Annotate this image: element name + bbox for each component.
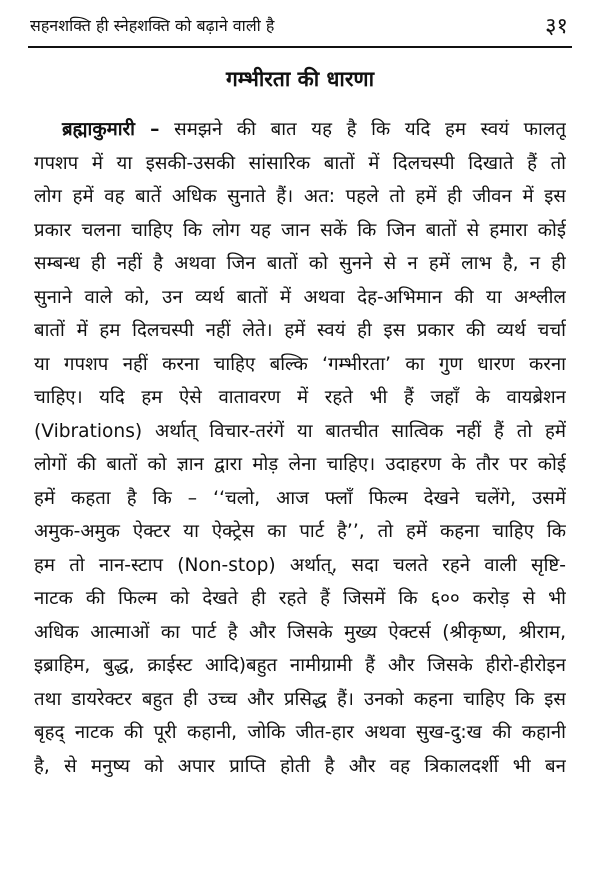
text-line: बातों में हम दिलचस्पी नहीं लेते। हमें स्वयं ही इस प्रकार की व्यर्थ चर्चा — [34, 320, 566, 341]
text-line: सम्बन्ध ही नहीं है अथवा जिन बातों को सुनने से न हमें लाभ है, न ही — [34, 253, 566, 274]
text-line: तथा डायरेक्टर बहुत ही उच्च और प्रसिद्ध हैं। उनको कहना चाहिए कि इस — [34, 688, 566, 710]
text-line: लोगों की बातों को ज्ञान द्वारा मोड़ लेना चाहिए। उदाहरण के तौर पर कोई — [34, 454, 566, 475]
running-title: सहनशक्ति ही स्नेहशक्ति को बढ़ाने वाली है — [30, 16, 275, 35]
body-text — [34, 113, 566, 783]
text-line: हम तो नान-स्टाप (Non-stop) अर्थात्, सदा चलते रहने वाली सृष्टि- — [34, 554, 566, 576]
text-line: लोग हमें वह बातें अधिक सुनाते हैं। अत: पहले तो हमें ही जीवन में इस — [34, 186, 566, 207]
text-line: इब्राहिम, बुद्ध, क्राईस्ट आदि)बहुत नामीग्रामी हैं और जिसके हीरो-हीरोइन — [34, 655, 566, 676]
text-line: सुनाने वाले को, उन व्यर्थ बातों में अथवा देह-अभिमान की या अश्लील — [34, 286, 566, 308]
text-line: या गपशप नहीं करना चाहिए बल्कि ‘गम्भीरता’ का गुण धारण करना — [34, 353, 566, 375]
text-line: नाटक की फिल्म को देखते ही रहते हैं जिसमें कि ६०० करोड़ से भी — [34, 588, 566, 609]
text-line: (Vibrations) अर्थात् विचार-तरंगें या बातचीत सात्विक नहीं हैं तो हमें — [34, 420, 566, 442]
text-line: बृहद् नाटक की पूरी कहानी, जोकि जीत-हार अथवा सुख-दु:ख की कहानी — [34, 722, 566, 743]
section-heading: गम्भीरता की धारणा — [225, 67, 375, 91]
header-divider — [28, 46, 572, 48]
running-header — [30, 10, 570, 44]
text-line: हमें कहता है कि – ‘‘चलो, आज फ्लाँ फिल्म देखने चलेंगे, उसमें — [34, 487, 566, 509]
text-line: प्रकार चलना चाहिए कि लोग यह जान सकें कि जिन बातों से हमारा कोई — [34, 219, 566, 241]
page-number: ३१ — [545, 14, 568, 39]
line-text: समझने की बात यह है कि यदि हम स्वयं फालतू — [174, 119, 566, 140]
speaker-label: ब्रह्माकुमारी – — [62, 119, 160, 140]
text-line: गपशप में या इसकी-उसकी सांसारिक बातों में दिलचस्पी दिखाते हैं तो — [34, 152, 566, 174]
text-line: अमुक-अमुक ऐक्टर या ऐक्ट्रेस का पार्ट है’’, तो हमें कहना चाहिए कि — [34, 521, 566, 542]
text-line: है, से मनुष्य को अपार प्राप्ति होती है और वह त्रिकालदर्शी भी बन — [34, 755, 566, 777]
text-line: चाहिए। यदि हम ऐसे वातावरण में रहते भी हैं जहाँ के वायब्रेशन — [34, 387, 566, 408]
text-line: अधिक आत्माओं का पार्ट है और जिसके मुख्य ऐक्टर्स (श्रीकृष्ण, श्रीराम, — [34, 621, 566, 643]
text-line — [34, 113, 566, 147]
